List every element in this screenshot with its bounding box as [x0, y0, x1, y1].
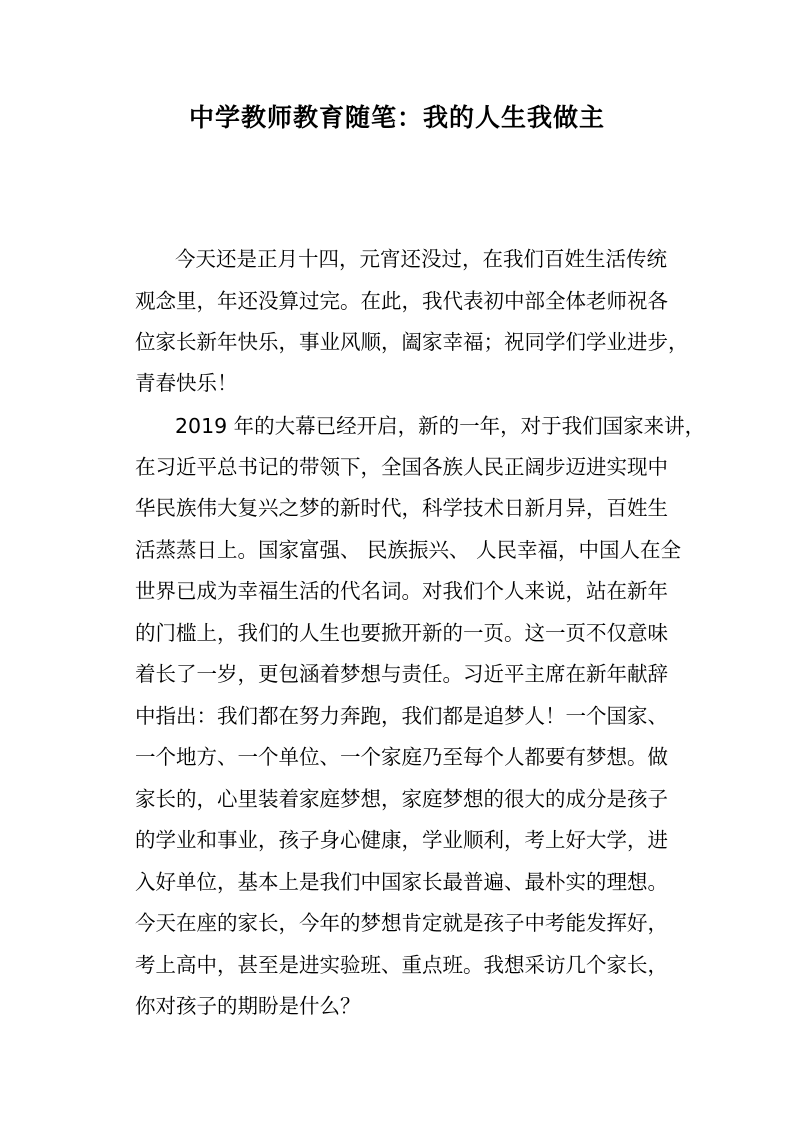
paragraph-2-line-15: 你对孩子的期盼是什么？ — [135, 994, 361, 1018]
paragraph-2-line-14: 考上高中，甚至是进实验班、重点班。我想采访几个家长， — [135, 953, 668, 977]
paragraph-2-line-6: 的门槛上，我们的人生也要掀开新的一页。这一页不仅意味 — [135, 621, 668, 645]
paragraph-2-line-5: 世界已成为幸福生活的代名词。对我们个人来说，站在新年 — [135, 579, 668, 603]
paragraph-2-line-7: 着长了一岁，更包涵着梦想与责任。习近平主席在新年献辞 — [135, 662, 668, 686]
paragraph-1-line-4: 青春快乐！ — [135, 371, 238, 395]
paragraph-1-line-1: 今天还是正月十四，元宵还没过，在我们百姓生活传统 — [175, 247, 667, 271]
paragraph-2-line-13: 今天在座的家长，今年的梦想肯定就是孩子中考能发挥好， — [135, 911, 668, 935]
paragraph-2-line-1: 2019 年的大幕已经开启，新的一年，对于我们国家来讲， — [175, 414, 706, 438]
paragraph-1-line-2: 观念里，年还没算过完。在此，我代表初中部全体老师祝各 — [135, 289, 668, 313]
paragraph-2-line-8: 中指出：我们都在努力奔跑，我们都是追梦人！一个国家、 — [135, 704, 668, 728]
paragraph-2-line-9: 一个地方、一个单位、一个家庭乃至每个人都要有梦想。做 — [135, 745, 668, 769]
paragraph-2-line-11: 的学业和事业，孩子身心健康，学业顺利，考上好大学，进 — [135, 828, 668, 852]
paragraph-2-line-4: 活蒸蒸日上。国家富强、 民族振兴、 人民幸福，中国人在全 — [135, 538, 682, 562]
paragraph-2-line-2: 在习近平总书记的带领下，全国各族人民正阔步迈进实现中 — [135, 455, 668, 479]
paragraph-2-line-12: 入好单位，基本上是我们中国家长最普遍、最朴实的理想。 — [135, 870, 668, 894]
paragraph-1-line-3: 位家长新年快乐，事业风顺，阖家幸福；祝同学们学业进步， — [135, 330, 689, 354]
document-title: 中学教师教育随笔：我的人生我做主 — [188, 103, 605, 132]
paragraph-2-line-10: 家长的，心里装着家庭梦想，家庭梦想的很大的成分是孩子 — [135, 787, 668, 811]
paragraph-2-line-3: 华民族伟大复兴之梦的新时代，科学技术日新月异，百姓生 — [135, 496, 668, 520]
